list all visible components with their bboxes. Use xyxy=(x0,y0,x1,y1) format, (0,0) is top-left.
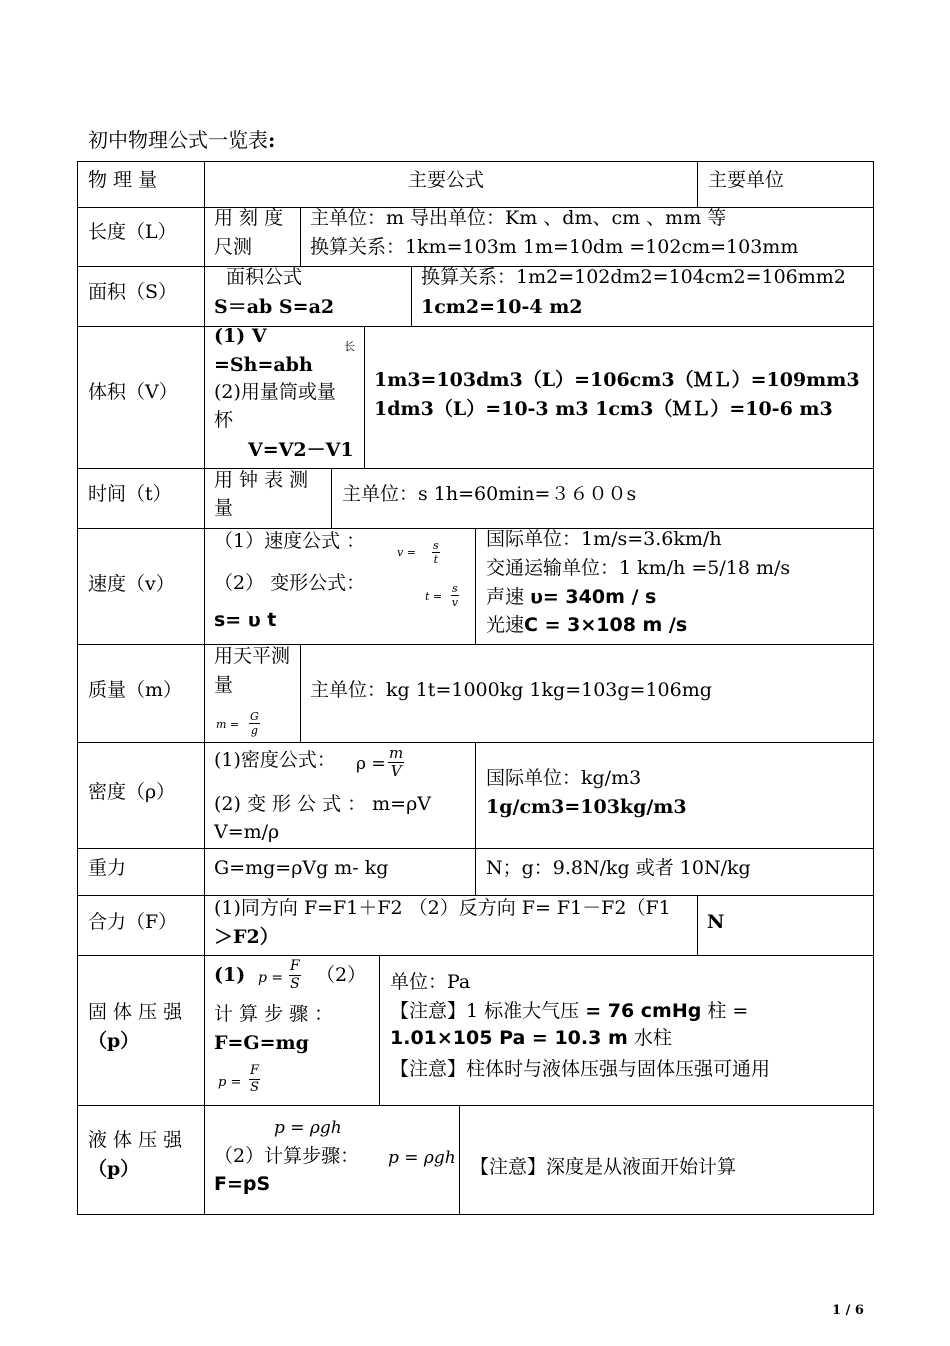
col-divider xyxy=(379,955,380,1105)
page-number: 1 / 6 xyxy=(832,1303,864,1318)
header-quantity: 物 理 量 xyxy=(88,169,158,191)
row-name-gravity: 重力 xyxy=(88,857,127,879)
speed-formula-3: s= υ t xyxy=(214,609,277,631)
volume-conversion-2: 1dm3（L）=10-3 m3 1cm3（ＭＬ）=10-6 m3 xyxy=(374,398,833,420)
area-conversion-2: 1cm2=10-4 m2 xyxy=(421,296,583,318)
row-name-solid-pressure-symbol: （p） xyxy=(88,1030,140,1052)
time-method-2: 量 xyxy=(214,497,234,519)
speed-fraction: $\frac{s}{t}$ xyxy=(433,539,439,566)
col-divider xyxy=(475,742,476,848)
mass-units: 主单位：kg 1t=1000kg 1kg=103g=106mg xyxy=(310,679,712,701)
row-name-volume: 体积（V） xyxy=(88,381,178,403)
col-divider xyxy=(697,895,698,955)
header-unit: 主要单位 xyxy=(708,169,785,191)
solid-pressure-formula-3: F=G=mg xyxy=(214,1032,309,1054)
speed-unit-traffic: 交通运输单位：1 km/h =5/18 m/s xyxy=(486,557,791,579)
col-divider xyxy=(364,326,365,468)
speed-light: 光速C = 3×108 m /s xyxy=(486,614,688,636)
resultant-formula-1: (1)同方向 F=F1＋F2 （2）反方向 F= F1－F2（F1 xyxy=(214,897,671,919)
resultant-unit: N xyxy=(707,911,725,933)
speed-unit-si: 国际单位：1m/s=3.6km/h xyxy=(486,528,722,550)
liquid-pressure-formula-2: （2）计算步骤： xyxy=(214,1145,360,1167)
solid-pressure-formula-1b: （2） xyxy=(316,964,367,986)
mass-method-2: 量 xyxy=(214,674,234,696)
density-fraction-lhs: ρ = xyxy=(356,754,386,774)
solid-pressure-note-1b: 1.01×105 Pa = 10.3 m 水柱 xyxy=(390,1027,672,1049)
solid-pressure-fraction-2: $\frac{F}{S}$ xyxy=(250,1063,260,1095)
solid-pressure-fraction-lhs: p = xyxy=(258,970,284,986)
liquid-pressure-note: 【注意】深度是从液面开始计算 xyxy=(470,1156,737,1178)
solid-pressure-unit: 单位：Pa xyxy=(390,971,471,993)
row-divider xyxy=(77,1105,874,1106)
speed-fraction-2: $\frac{s}{v}$ xyxy=(451,582,458,609)
row-name-resultant: 合力（F） xyxy=(88,911,178,933)
liquid-pressure-formula-1: p = ρgh xyxy=(274,1118,342,1138)
col-divider xyxy=(300,644,301,742)
row-divider xyxy=(77,955,874,956)
col-divider xyxy=(459,1105,460,1215)
col-divider xyxy=(204,161,205,1215)
density-unit-conversion: 1g/cm3=103kg/m3 xyxy=(486,796,687,818)
solid-pressure-fraction-2-lhs: p = xyxy=(218,1075,242,1090)
volume-formula-2c: V=V2－V1 xyxy=(248,439,354,461)
row-name-time: 时间（t） xyxy=(88,483,172,505)
speed-formula-2: （2） 变形公式： xyxy=(214,572,366,594)
row-name-mass: 质量（m） xyxy=(88,679,183,701)
row-name-length: 长度（L） xyxy=(88,221,177,243)
col-divider xyxy=(475,848,476,895)
speed-fraction-lhs: v = xyxy=(397,546,416,559)
liquid-pressure-formula-3: F=pS xyxy=(214,1173,271,1195)
time-method-1: 用 钟 表 测 xyxy=(214,469,309,491)
col-divider xyxy=(697,161,698,207)
row-divider xyxy=(77,468,874,469)
gravity-unit: N；g：9.8N/kg 或者 10N/kg xyxy=(486,857,751,879)
area-formula: S＝ab S=a2 xyxy=(214,296,335,318)
volume-conversion-1: 1m3=103dm3（L）=106cm3（ＭＬ）=109mm3 xyxy=(374,369,860,391)
solid-pressure-note-1: 【注意】1 标准大气压 = 76 cmHg 柱 = xyxy=(390,1000,749,1022)
resultant-formula-2: ＞F2） xyxy=(214,926,279,948)
time-units: 主单位：s 1h=60min=３６００s xyxy=(342,483,637,505)
speed-sound: 声速 υ= 340m / s xyxy=(486,586,657,608)
solid-pressure-note-2: 【注意】柱体时与液体压强与固体压强可通用 xyxy=(390,1058,771,1080)
row-divider xyxy=(77,326,874,327)
solid-pressure-fraction: $\frac{F}{S}$ xyxy=(290,958,300,992)
mass-fraction-lhs: m = xyxy=(216,718,240,731)
area-formula-label: 面积公式 xyxy=(226,266,303,288)
length-method-1: 用 刻 度 xyxy=(214,207,284,229)
row-name-density: 密度（ρ） xyxy=(88,781,176,803)
volume-formula-2b: 杯 xyxy=(214,409,234,431)
col-divider xyxy=(331,468,332,528)
page-title: 初中物理公式一览表: xyxy=(88,128,276,152)
volume-formula-note: 长 xyxy=(344,340,355,353)
density-formula-1: (1)密度公式： xyxy=(214,749,336,771)
density-formula-2: (2) 变 形 公 式 ： m=ρV xyxy=(214,793,431,815)
density-fraction: $\frac{m}{V}$ xyxy=(389,744,404,780)
row-name-speed: 速度（v） xyxy=(88,573,175,595)
row-name-liquid-pressure: 液 体 压 强 xyxy=(88,1129,183,1151)
col-divider xyxy=(475,528,476,644)
row-name-area: 面积（S） xyxy=(88,281,178,303)
length-conversion: 换算关系：1km=103m 1m=10dm =102cm=103mm xyxy=(310,236,799,258)
volume-formula-2a: (2)用量筒或量 xyxy=(214,381,336,403)
volume-formula-1b: =Sh=abh xyxy=(214,354,313,376)
length-units: 主单位：m 导出单位：Km 、dm、cm 、mm 等 xyxy=(310,207,727,229)
density-formula-3: V=m/ρ xyxy=(214,821,280,843)
density-unit-si: 国际单位：kg/m3 xyxy=(486,767,642,789)
mass-method-1: 用天平测 xyxy=(214,645,291,667)
row-name-solid-pressure: 固 体 压 强 xyxy=(88,1001,183,1023)
col-divider xyxy=(411,266,412,326)
liquid-pressure-formula-2b: p = ρgh xyxy=(388,1148,456,1168)
volume-formula-1a: (1) V xyxy=(214,325,267,347)
solid-pressure-formula-1: (1) xyxy=(214,964,246,986)
row-name-liquid-pressure-symbol: （p） xyxy=(88,1158,140,1180)
solid-pressure-formula-2: 计 算 步 骤 ： xyxy=(214,1003,334,1025)
gravity-formula: G=mg=ρVg m- kg xyxy=(214,857,389,879)
length-method-2: 尺测 xyxy=(214,236,253,258)
speed-formula-1: （1）速度公式 ： xyxy=(214,530,366,552)
mass-fraction: $\frac{G}{g}$ xyxy=(250,710,259,737)
speed-fraction-2-lhs: t = xyxy=(425,590,443,603)
row-divider xyxy=(77,644,874,645)
header-formula: 主要公式 xyxy=(408,169,485,191)
col-divider xyxy=(300,207,301,266)
area-conversion-1: 换算关系：1m2=102dm2=104cm2=106mm2 xyxy=(421,266,846,288)
